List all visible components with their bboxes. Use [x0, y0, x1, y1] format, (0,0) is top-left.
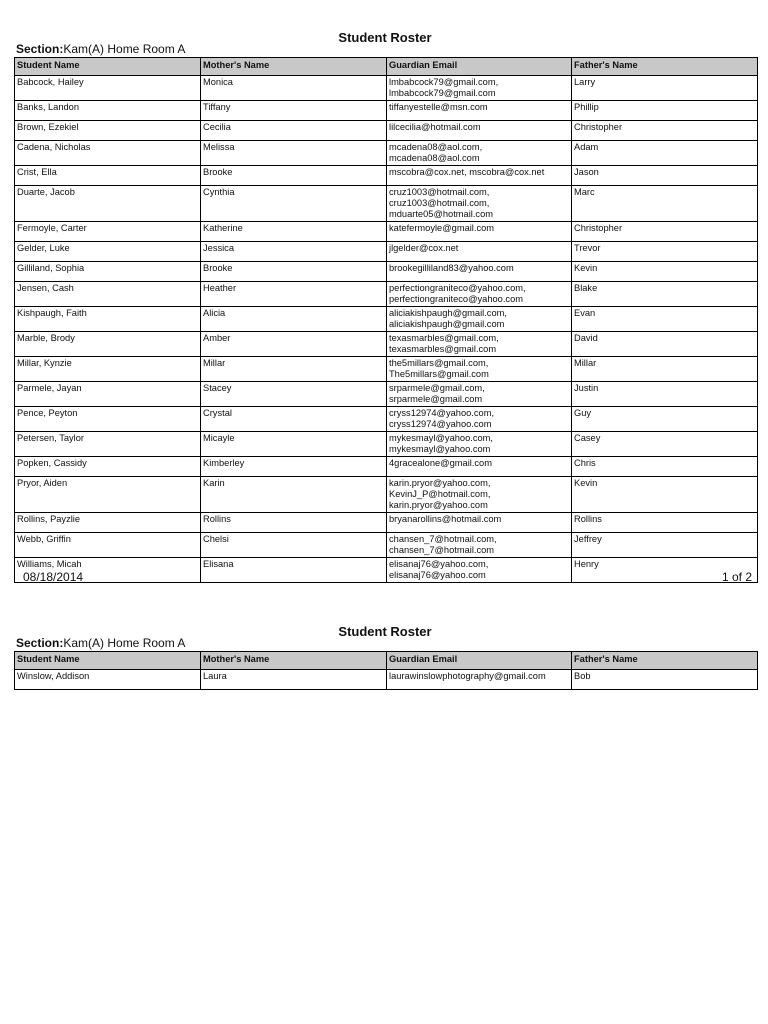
email-line: tiffanyestelle@msn.com	[389, 102, 488, 112]
student-name-cell: Rollins, Payzlie	[15, 513, 201, 533]
table-row	[15, 186, 758, 222]
mother-name-cell: Tiffany	[201, 101, 387, 121]
mother-name-cell: Millar	[201, 357, 387, 382]
email-line: cryss12974@yahoo.com	[389, 419, 492, 429]
father-name-cell: Rollins	[572, 513, 758, 533]
mother-name-cell: Karin	[201, 477, 387, 513]
guardian-email-cell	[387, 141, 572, 166]
page-title: Student Roster	[338, 624, 432, 639]
student-name-cell: Duarte, Jacob	[15, 186, 201, 222]
mother-name-cell: Crystal	[201, 407, 387, 432]
guardian-email-cell	[387, 307, 572, 332]
mother-name-cell: Monica	[201, 76, 387, 101]
column-header-email: Guardian Email	[387, 58, 572, 76]
table-header-row	[15, 58, 758, 76]
table-row	[15, 558, 758, 583]
email-line: elisanaj76@yahoo.com	[389, 570, 486, 580]
mother-name-cell: Laura	[201, 670, 387, 690]
email-line: mscobra@cox.net, mscobra@cox.net	[389, 167, 545, 177]
email-line: mykesmayl@yahoo.com	[389, 444, 491, 454]
mother-name-cell: Alicia	[201, 307, 387, 332]
student-name-cell: Parmele, Jayan	[15, 382, 201, 407]
guardian-email-cell	[387, 407, 572, 432]
student-name-cell: Popken, Cassidy	[15, 457, 201, 477]
email-line: aliciakishpaugh@gmail.com	[389, 319, 505, 329]
student-name-cell: Pence, Peyton	[15, 407, 201, 432]
section-line	[16, 42, 185, 56]
mother-name-cell: Amber	[201, 332, 387, 357]
email-line: cruz1003@hotmail.com,	[389, 198, 490, 208]
father-name-cell: Christopher	[572, 121, 758, 141]
guardian-email-cell	[387, 357, 572, 382]
email-line: bryanarollins@hotmail.com	[389, 514, 502, 524]
email-line: brookegilliland83@yahoo.com	[389, 263, 514, 273]
email-line: texasmarbles@gmail.com	[389, 344, 497, 354]
email-line: mcadena08@aol.com,	[389, 142, 483, 152]
table-row	[15, 457, 758, 477]
roster-body	[15, 76, 758, 583]
email-line: perfectiongraniteco@yahoo.com,	[389, 283, 526, 293]
student-name-cell: Williams, Micah	[15, 558, 201, 583]
table-row	[15, 670, 758, 690]
email-line: lmbabcock79@gmail.com	[389, 88, 496, 98]
email-line: cryss12974@yahoo.com,	[389, 408, 495, 418]
guardian-email-cell	[387, 670, 572, 690]
table-row	[15, 357, 758, 382]
mother-name-cell: Jessica	[201, 242, 387, 262]
guardian-email-cell	[387, 533, 572, 558]
father-name-cell: Evan	[572, 307, 758, 332]
table-row	[15, 332, 758, 357]
student-name-cell: Kishpaugh, Faith	[15, 307, 201, 332]
mother-name-cell: Cecilia	[201, 121, 387, 141]
father-name-cell: Justin	[572, 382, 758, 407]
email-line: the5millars@gmail.com,	[389, 358, 489, 368]
father-name-cell: Millar	[572, 357, 758, 382]
father-name-cell: Guy	[572, 407, 758, 432]
section-line	[16, 636, 185, 650]
father-name-cell: Jeffrey	[572, 533, 758, 558]
guardian-email-cell	[387, 382, 572, 407]
father-name-cell: Chris	[572, 457, 758, 477]
guardian-email-cell	[387, 101, 572, 121]
father-name-cell: Phillip	[572, 101, 758, 121]
mother-name-cell: Brooke	[201, 166, 387, 186]
mother-name-cell: Melissa	[201, 141, 387, 166]
table-row	[15, 101, 758, 121]
father-name-cell: Jason	[572, 166, 758, 186]
email-line: mykesmayl@yahoo.com,	[389, 433, 493, 443]
student-name-cell: Babcock, Hailey	[15, 76, 201, 101]
mother-name-cell: Micayle	[201, 432, 387, 457]
student-name-cell: Webb, Griffin	[15, 533, 201, 558]
email-line: karin.pryor@yahoo.com	[389, 500, 488, 510]
email-line: perfectiongraniteco@yahoo.com	[389, 294, 523, 304]
roster-table	[14, 651, 758, 690]
table-row	[15, 307, 758, 332]
email-line: The5millars@gmail.com	[389, 369, 489, 379]
column-header-student: Student Name	[15, 652, 201, 670]
email-line: elisanaj76@yahoo.com,	[389, 559, 489, 569]
email-line: mduarte05@hotmail.com	[389, 209, 493, 219]
father-name-cell: Henry	[572, 558, 758, 583]
student-name-cell: Banks, Landon	[15, 101, 201, 121]
column-header-mother: Mother's Name	[201, 58, 387, 76]
mother-name-cell: Heather	[201, 282, 387, 307]
section-label: Section:	[16, 42, 64, 56]
student-name-cell: Millar, Kynzie	[15, 357, 201, 382]
table-row	[15, 262, 758, 282]
mother-name-cell: Cynthia	[201, 186, 387, 222]
guardian-email-cell	[387, 558, 572, 583]
table-row	[15, 166, 758, 186]
father-name-cell: Bob	[572, 670, 758, 690]
guardian-email-cell	[387, 76, 572, 101]
email-line: lmbabcock79@gmail.com,	[389, 77, 499, 87]
table-row	[15, 513, 758, 533]
table-row	[15, 121, 758, 141]
section-label: Section:	[16, 636, 64, 650]
mother-name-cell: Rollins	[201, 513, 387, 533]
student-name-cell: Cadena, Nicholas	[15, 141, 201, 166]
mother-name-cell: Chelsi	[201, 533, 387, 558]
page-title: Student Roster	[338, 30, 432, 45]
mother-name-cell: Kimberley	[201, 457, 387, 477]
guardian-email-cell	[387, 513, 572, 533]
column-header-father: Father's Name	[572, 652, 758, 670]
guardian-email-cell	[387, 262, 572, 282]
email-line: katefermoyle@gmail.com	[389, 223, 495, 233]
guardian-email-cell	[387, 477, 572, 513]
father-name-cell: Kevin	[572, 262, 758, 282]
guardian-email-cell	[387, 222, 572, 242]
email-line: KevinJ_P@hotmail.com,	[389, 489, 491, 499]
student-name-cell: Petersen, Taylor	[15, 432, 201, 457]
guardian-email-cell	[387, 186, 572, 222]
student-name-cell: Jensen, Cash	[15, 282, 201, 307]
guardian-email-cell	[387, 332, 572, 357]
email-line: chansen_7@hotmail.com	[389, 545, 495, 555]
student-name-cell: Fermoyle, Carter	[15, 222, 201, 242]
guardian-email-cell	[387, 457, 572, 477]
section-value: Kam(A) Home Room A	[63, 636, 186, 650]
email-line: chansen_7@hotmail.com,	[389, 534, 497, 544]
guardian-email-cell	[387, 282, 572, 307]
table-row	[15, 76, 758, 101]
footer-date: 08/18/2014	[23, 570, 84, 584]
father-name-cell: Christopher	[572, 222, 758, 242]
student-name-cell: Gelder, Luke	[15, 242, 201, 262]
email-line: karin.pryor@yahoo.com,	[389, 478, 491, 488]
column-header-email: Guardian Email	[387, 652, 572, 670]
table-row	[15, 141, 758, 166]
table-row	[15, 432, 758, 457]
guardian-email-cell	[387, 432, 572, 457]
guardian-email-cell	[387, 242, 572, 262]
father-name-cell: Marc	[572, 186, 758, 222]
student-name-cell: Marble, Brody	[15, 332, 201, 357]
table-row	[15, 477, 758, 513]
email-line: texasmarbles@gmail.com,	[389, 333, 499, 343]
roster-table	[14, 57, 758, 583]
email-line: cruz1003@hotmail.com,	[389, 187, 490, 197]
mother-name-cell: Brooke	[201, 262, 387, 282]
email-line: srparmele@gmail.com	[389, 394, 483, 404]
column-header-mother: Mother's Name	[201, 652, 387, 670]
mother-name-cell: Katherine	[201, 222, 387, 242]
table-row	[15, 407, 758, 432]
column-header-father: Father's Name	[572, 58, 758, 76]
table-row	[15, 242, 758, 262]
father-name-cell: Kevin	[572, 477, 758, 513]
guardian-email-cell	[387, 166, 572, 186]
student-name-cell: Pryor, Aiden	[15, 477, 201, 513]
father-name-cell: David	[572, 332, 758, 357]
student-name-cell: Crist, Ella	[15, 166, 201, 186]
email-line: 4gracealone@gmail.com	[389, 458, 492, 468]
column-header-student: Student Name	[15, 58, 201, 76]
father-name-cell: Adam	[572, 141, 758, 166]
student-name-cell: Brown, Ezekiel	[15, 121, 201, 141]
email-line: srparmele@gmail.com,	[389, 383, 485, 393]
roster-body	[15, 670, 758, 690]
email-line: mcadena08@aol.com	[389, 153, 480, 163]
student-name-cell: Winslow, Addison	[15, 670, 201, 690]
email-line: laurawinslowphotography@gmail.com	[389, 671, 546, 681]
page-number: 1 of 2	[721, 570, 752, 584]
guardian-email-cell	[387, 121, 572, 141]
email-line: aliciakishpaugh@gmail.com,	[389, 308, 507, 318]
father-name-cell: Trevor	[572, 242, 758, 262]
table-row	[15, 222, 758, 242]
student-name-cell: Gilliland, Sophia	[15, 262, 201, 282]
father-name-cell: Blake	[572, 282, 758, 307]
table-row	[15, 382, 758, 407]
father-name-cell: Casey	[572, 432, 758, 457]
mother-name-cell: Elisana	[201, 558, 387, 583]
mother-name-cell: Stacey	[201, 382, 387, 407]
email-line: jlgelder@cox.net	[389, 243, 459, 253]
father-name-cell: Larry	[572, 76, 758, 101]
section-value: Kam(A) Home Room A	[63, 42, 186, 56]
table-row	[15, 533, 758, 558]
table-row	[15, 282, 758, 307]
table-header-row	[15, 652, 758, 670]
email-line: lilcecilia@hotmail.com	[389, 122, 481, 132]
